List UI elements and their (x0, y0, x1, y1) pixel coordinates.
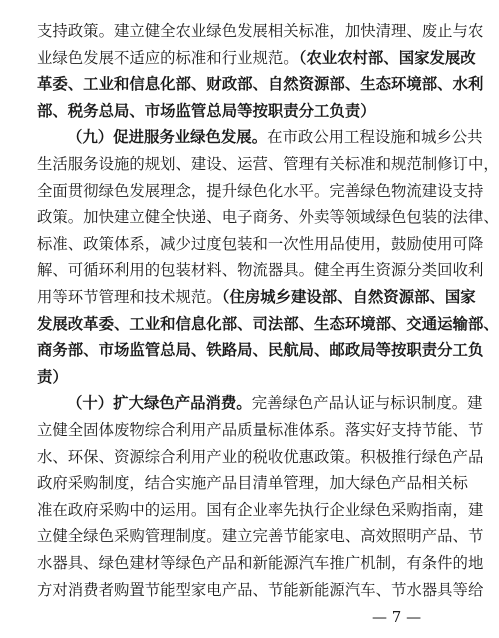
text-segment: 全面贯彻绿色发展理念，提升绿色化水平。完善绿色物流建设支持 (37, 181, 484, 200)
section-heading-line (37, 124, 483, 151)
text-line (37, 151, 499, 178)
text-segment: 用等环节管理和技术规范。 (37, 288, 222, 306)
responsibility-note: 革委、工业和信息化部、财政部、自然资源部、生态环境部、水利 (37, 75, 484, 94)
text-line (37, 98, 417, 125)
text-line (37, 204, 499, 231)
responsibility-note: 责） (37, 367, 68, 386)
text-segment: 水、环保、资源综合利用产业的税收优惠政策。积极推行绿色产品 (37, 447, 484, 466)
responsibility-note: 部、税务总局、市场监管总局等按职责分工负责） (37, 101, 376, 120)
text-line (37, 311, 499, 338)
text-segment: 准在政府采购中的运用。国有企业率先执行企业绿色采购指南，建 (37, 500, 484, 519)
text-segment: 方对消费者购置节能型家电产品、节能新能源汽车、节水器具等给 (37, 580, 484, 599)
responsibility-note: 商务部、市场监管总局、铁路局、民航局、邮政局等按职责分工负 (37, 341, 484, 360)
text-segment: 政策。加快建立健全快递、电子商务、外卖等领域绿色包装的法律、 (37, 208, 499, 227)
text-segment: 生活服务设施的规划、建设、运营、管理有关标准和规范制修订中， (37, 155, 499, 173)
text-segment: 政府采购制度，结合实施产品目清单管理，加大绿色产品相关标 (37, 474, 468, 493)
text-segment: 在市政公用工程设施和城乡公共 (267, 128, 483, 147)
text-line (37, 417, 484, 444)
text-line (37, 18, 484, 45)
text-segment: 水器具、绿色建材等绿色产品和新能源汽车推广机制，有条件的地 (37, 554, 484, 572)
text-line (37, 577, 484, 604)
text-segment: 支持政策。建立健全农业绿色发展相关标准，加快清理、废止与农 (37, 22, 484, 40)
section-heading-line (37, 390, 483, 417)
page-number: — 7 — (372, 608, 422, 626)
text-segment: 立健全固体废物综合利用产品质量标准体系。落实好支持节能、节 (37, 421, 484, 439)
responsibility-note: （住房城乡建设部、自然资源部、国家 (221, 288, 476, 306)
text-line (37, 550, 484, 577)
section-heading: （九）促进服务业绿色发展。 (67, 128, 268, 147)
text-line (37, 470, 468, 497)
text-line (37, 497, 484, 524)
responsibility-note: （农业农村部、国家发展改 (298, 48, 476, 67)
text-line (37, 337, 484, 364)
text-line (37, 444, 484, 471)
text-line (37, 284, 476, 311)
text-line (37, 45, 476, 72)
text-segment: 解、可循环利用的包装材料、物流器具。健全再生资源分类回收利 (37, 261, 484, 280)
text-line (37, 178, 484, 205)
text-segment: 立健全绿色采购管理制度。建立完善节能家电、高效照明产品、节 (37, 527, 484, 546)
text-segment: 完善绿色产品认证与标识制度。建 (251, 394, 483, 413)
text-line (37, 523, 484, 550)
text-line (37, 364, 417, 391)
text-line (37, 71, 484, 98)
text-segment: 标准、政策体系，减少过度包装和一次性用品使用，鼓励使用可降 (37, 234, 484, 253)
section-heading: （十）扩大绿色产品消费。 (67, 394, 252, 413)
text-line (37, 231, 484, 258)
text-line (37, 257, 484, 284)
responsibility-note: 发展改革委、工业和信息化部、司法部、生态环境部、交通运输部、 (37, 314, 499, 333)
text-segment: 业绿色发展不适应的标准和行业规范。 (37, 48, 299, 67)
